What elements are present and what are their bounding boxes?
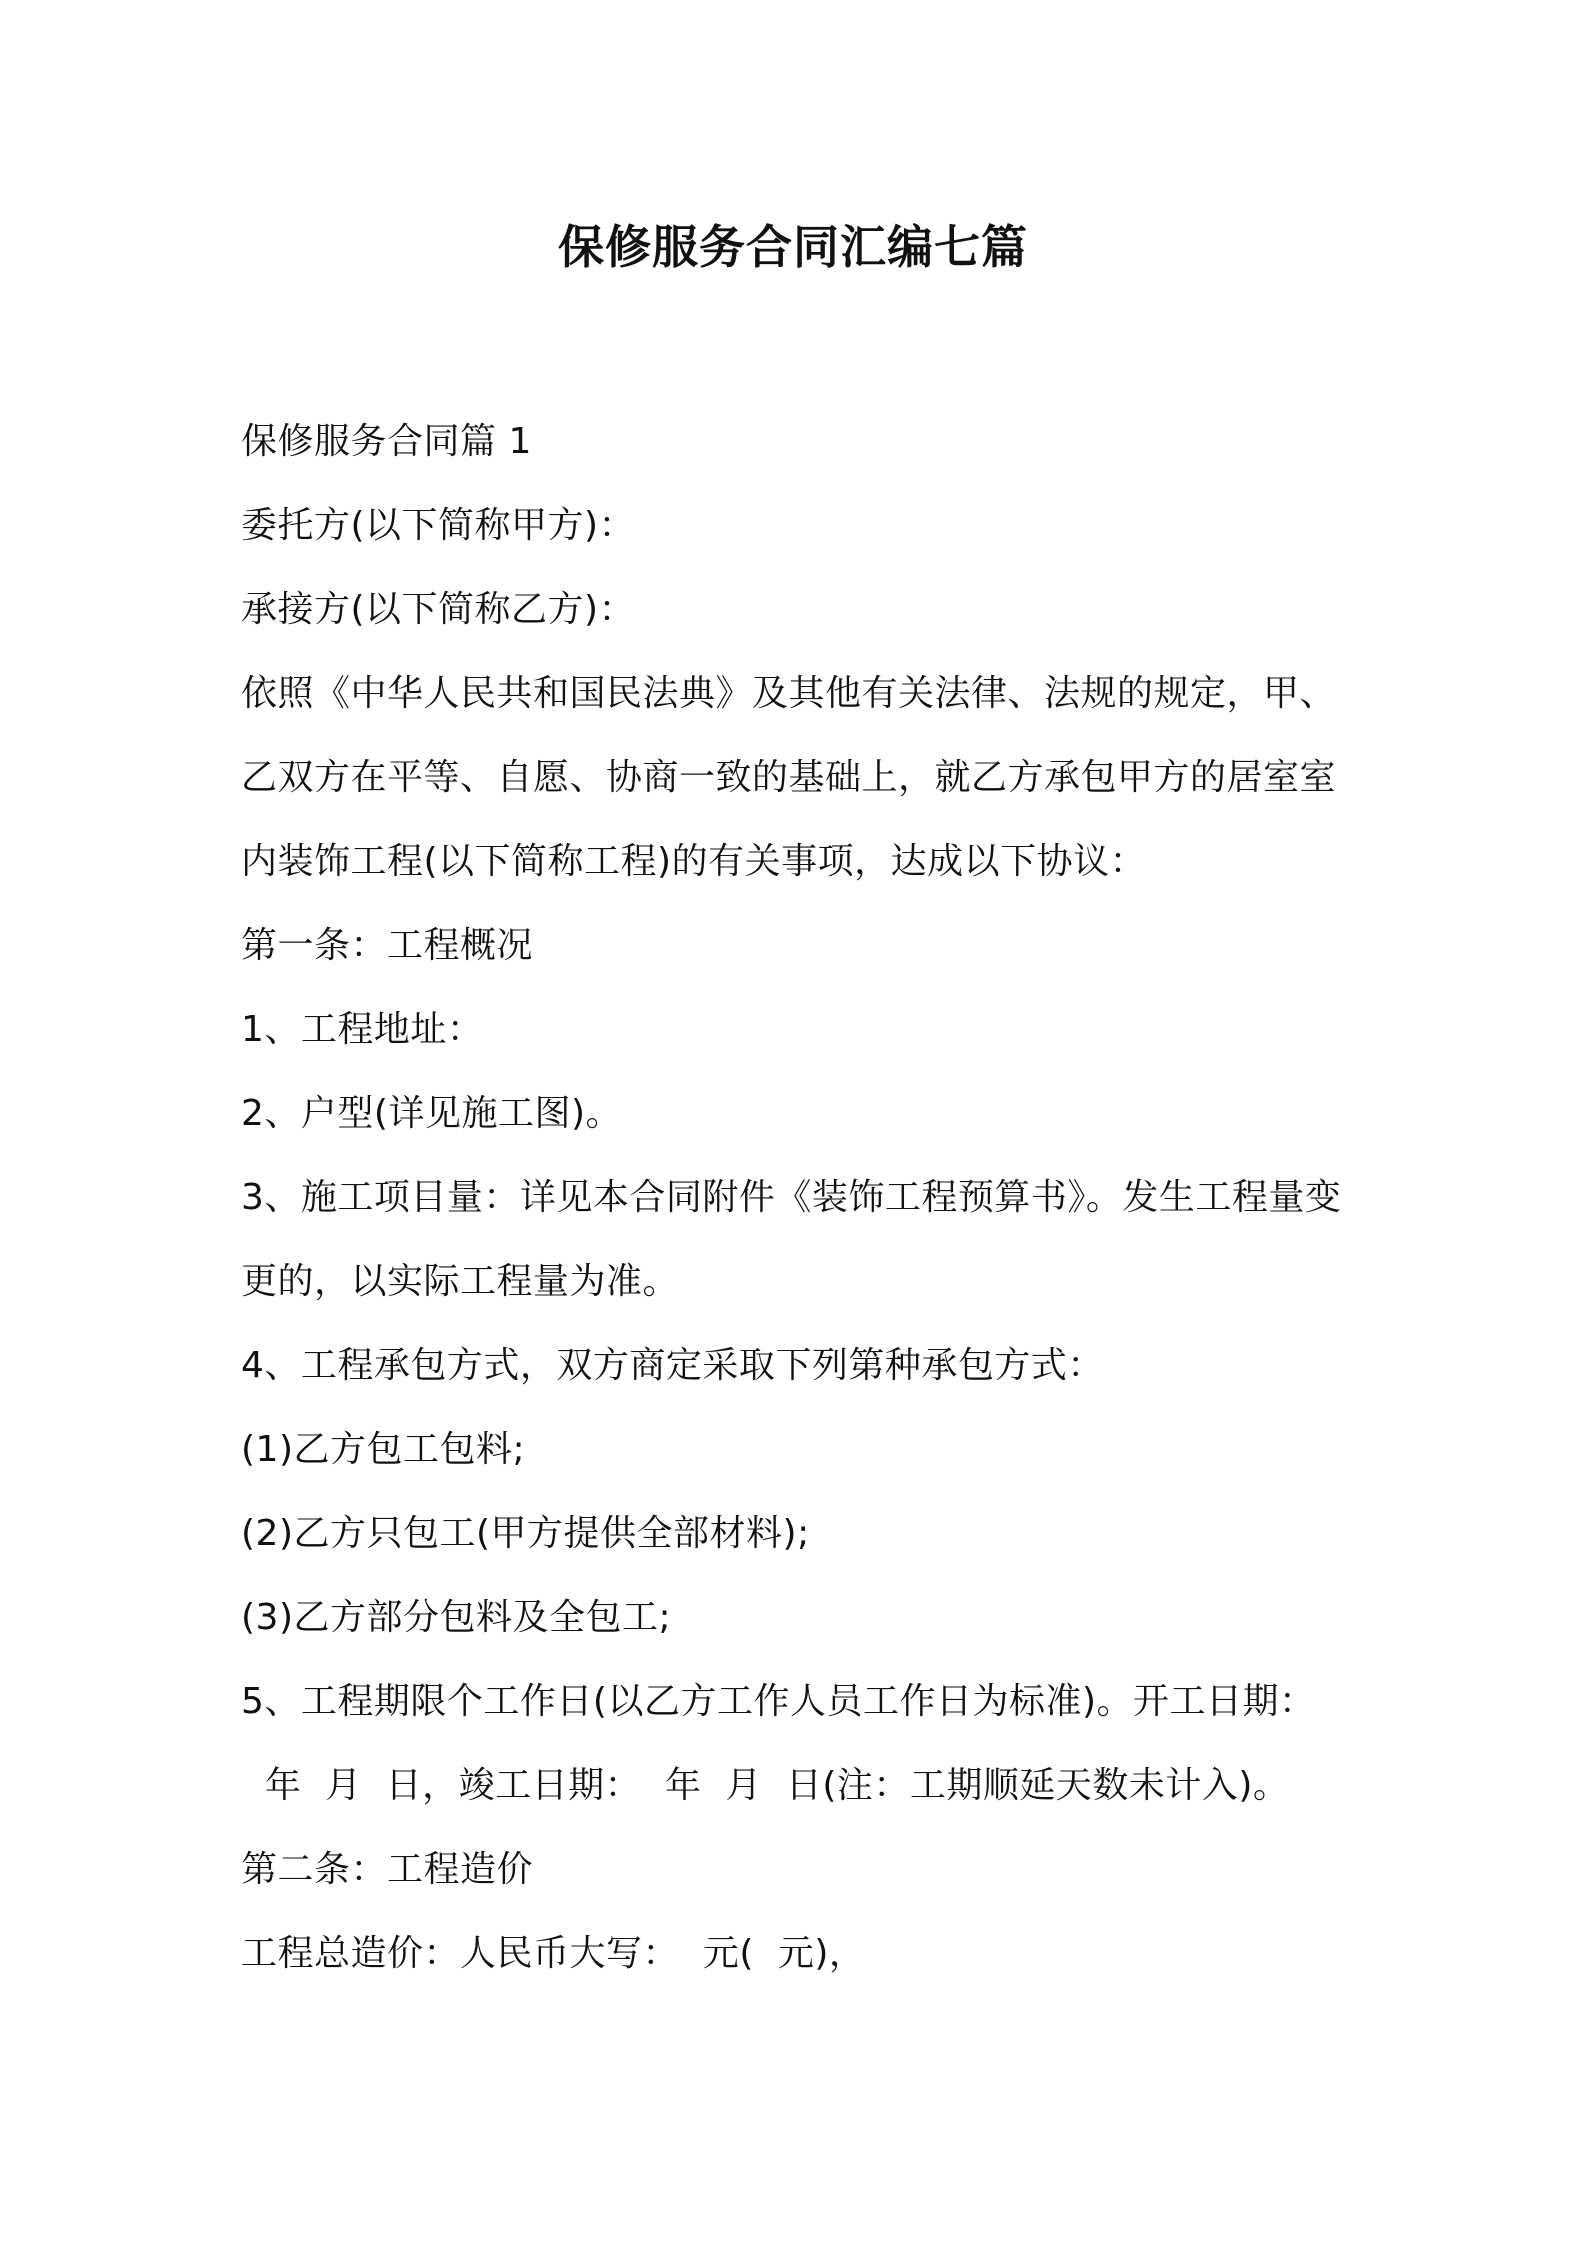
list-item: 3、施工项目量：详见本合同附件《装饰工程预算书》。发生工程量变	[241, 1177, 1342, 1218]
document-title: 保修服务合同汇编七篇	[558, 220, 1028, 274]
paragraph-line: 工程总造价：人民币大写： 元( 元)，	[241, 1933, 866, 1974]
paragraph-line: 乙双方在平等、自愿、协商一致的基础上，就乙方承包甲方的居室室	[241, 757, 1337, 798]
sub-list-item: (1)乙方包工包料;	[241, 1429, 526, 1470]
list-item-continuation: 年 月 日，竣工日期： 年 月 日(注：工期顺延天数未计入)。	[241, 1765, 1290, 1806]
document-body	[241, 400, 1361, 1996]
paragraph-line: 依照《中华人民共和国民法典》及其他有关法律、法规的规定，甲、	[241, 673, 1337, 714]
article-heading: 第一条：工程概况	[241, 925, 534, 966]
party-b-line: 承接方(以下简称乙方)：	[241, 589, 636, 630]
list-item: 2、户型(详见施工图)。	[241, 1093, 622, 1134]
list-item: 5、工程期限个工作日(以乙方工作人员工作日为标准)。开工日期：	[241, 1681, 1316, 1722]
list-item: 4、工程承包方式，双方商定采取下列第种承包方式：	[241, 1345, 1104, 1386]
paragraph-line: 内装饰工程(以下简称工程)的有关事项，达成以下协议：	[241, 841, 1147, 882]
sub-list-item: (2)乙方只包工(甲方提供全部材料);	[241, 1513, 810, 1554]
article-heading: 第二条：工程造价	[241, 1849, 534, 1890]
section-heading-contract-1: 保修服务合同篇 1	[241, 421, 532, 462]
sub-list-item: (3)乙方部分包料及全包工;	[241, 1597, 672, 1638]
list-item-continuation: 更的，以实际工程量为准。	[241, 1261, 680, 1302]
list-item: 1、工程地址：	[241, 1009, 484, 1050]
party-a-line: 委托方(以下简称甲方)：	[241, 505, 636, 546]
